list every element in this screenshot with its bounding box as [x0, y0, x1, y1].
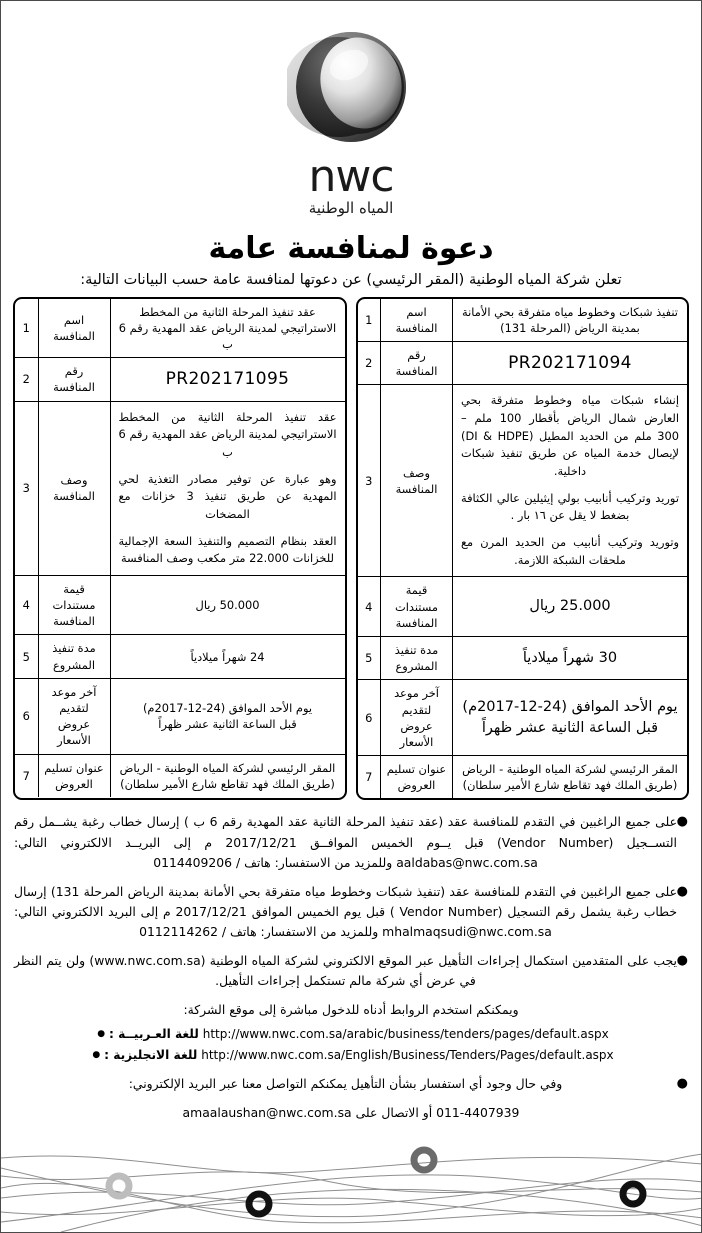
note-item-3 [14, 951, 688, 991]
link-label-arabic: للغة العـربيــة : [109, 1027, 199, 1042]
page-title: دعوة لمنافسة عامة [208, 230, 494, 266]
link-label-english: للغة الانجليزية : [104, 1048, 198, 1063]
footer-decorative-waves [1, 1146, 702, 1232]
table-row [15, 358, 345, 401]
cell-index: 2 [358, 341, 381, 384]
contact-phone: 011-4407939 [436, 1104, 520, 1120]
bullet-icon: ● [676, 883, 688, 899]
cell-index: 4 [15, 575, 38, 635]
contact-line [14, 1103, 688, 1123]
cell-value: تنفيذ شبكات وخطوط مياه متفرقة بحي الأمانة بمدينة الرياض (المرحلة 131) [453, 299, 688, 342]
logo-arabic-name: المياه الوطنية [308, 198, 394, 217]
cell-label: اسم المنافسة [381, 299, 453, 342]
cell-value [110, 401, 345, 575]
logo-wordmark: nwc [308, 151, 394, 202]
nwc-sphere-logo-icon [287, 25, 415, 153]
note-text: وفي حال وجود أي استفسار بشأن التأهيل يمكنكم التواصل معنا عبر البريد الإلكتروني: [128, 1075, 563, 1091]
cell-label: وصف المنافسة [381, 385, 453, 577]
cell-label: مدة تنفيذ المشروع [381, 636, 453, 679]
cell-index: 2 [15, 358, 38, 401]
table-row [358, 680, 688, 756]
address-line-2: (طريق الملك فهد تقاطع شارع الأمير سلطان) [120, 776, 335, 791]
description-paragraph: توريد وتركيب أنابيب بولي إيثيلين عالي الكثافة بضغط لا يقل عن ١٦ بار . [461, 490, 679, 523]
table-row [15, 754, 345, 797]
cell-value [453, 385, 688, 577]
link-url-arabic[interactable]: http://www.nwc.com.sa/arabic/business/tenders/pages/default.aspx [202, 1027, 609, 1042]
description-paragraph: إنشاء شبكات مياه وخطوط متفرقة بحي العارض شمال الرياض بأقطار 100 ملم – 300 ملم من الحديد المطيل (DI & HDPE) لإيصال خدمة المياه عن طريق تنفيذ شبكات داخلية. [461, 393, 679, 479]
bullet-icon: ● [97, 1029, 106, 1040]
note-text: على جميع الراغبين في التقدم للمنافسة عقد (تنفيذ شبكات وخطوط مياه متفرقة بحي الأمانة بمدينة الرياض المرحلة 131) إرسال خطاب رغبة يشمل رقم التسجيل (Vendor Number ) قبل يوم الخميس الموافق 2017/12/21 م إلى البريد الالكتروني التالي: mhalmaqsudi@nwc.com.sa وللمزيد من الاستفسار: هاتف / 0112114262 [14, 883, 677, 939]
cell-value: PR202171095 [110, 358, 345, 401]
table-row [358, 577, 688, 637]
note-text: يجب على المتقدمين استكمال إجراءات التأهيل عبر الموقع الالكتروني لشركة المياه الوطنية (www.nwc.com.sa) ولن يتم النظر في عرض أي شركة مالم تستكمل إجراءات التأهيل. [14, 953, 677, 989]
table-row [15, 678, 345, 754]
deadline-time: قبل الساعة الثانية عشر ظهراً [158, 717, 297, 732]
table-row [15, 575, 345, 635]
cell-index: 5 [15, 635, 38, 678]
cell-index: 5 [358, 636, 381, 679]
cell-label: مدة تنفيذ المشروع [38, 635, 110, 678]
cell-value: PR202171094 [453, 341, 688, 384]
description-paragraph: عقد تنفيذ المرحلة الثانية من المخطط الاستراتيجي لمدينة الرياض عقد المهدية رقم 6 ب [118, 409, 337, 459]
deadline-date: يوم الأحد الموافق (24-12-2017م) [462, 699, 678, 716]
cell-value: 30 شهراً ميلادياً [453, 636, 688, 679]
website-links-block [14, 1024, 688, 1065]
link-url-english[interactable]: http://www.nwc.com.sa/English/Business/Tenders/Pages/default.aspx [201, 1048, 614, 1063]
cell-value [110, 678, 345, 754]
cell-index: 3 [358, 385, 381, 577]
cell-index: 1 [15, 299, 38, 358]
table-row [358, 636, 688, 679]
cell-label: رقم المنافسة [38, 358, 110, 401]
notes-section [1, 800, 701, 1123]
cell-label: اسم المنافسة [38, 299, 110, 358]
cell-index: 6 [15, 678, 38, 754]
bullet-icon: ● [92, 1050, 101, 1061]
tender-table-left [356, 297, 690, 801]
contact-email[interactable]: amaalaushan@nwc.com.sa [182, 1104, 352, 1120]
table-row [358, 341, 688, 384]
cell-index: 1 [358, 299, 381, 342]
bullet-icon: ● [676, 814, 688, 830]
contact-separator: أو الاتصال على [355, 1104, 433, 1120]
cell-label: وصف المنافسة [38, 401, 110, 575]
table-row [358, 756, 688, 799]
cell-label: آخر موعد لتقديم عروض الأسعار [381, 680, 453, 756]
description-paragraph: وهو عبارة عن توفير مصادر التغذية لحي المهدية عن طريق تنفيذ 3 خزانات مع المضخات [118, 471, 337, 521]
tender-tables-row [1, 297, 701, 801]
cell-index: 6 [358, 680, 381, 756]
note-item-4 [14, 1074, 688, 1094]
cell-value [453, 680, 688, 756]
description-paragraph: وتوريد وتركيب أنابيب من الحديد المرن مع ملحقات الشبكة اللازمة. [461, 535, 679, 567]
link-row-arabic [14, 1024, 688, 1045]
description-paragraph: العقد بنظام التصميم والتنفيذ السعة الإجمالية للخزانات 22.000 متر مكعب وصف المنافسة [118, 533, 337, 566]
cell-label: رقم المنافسة [381, 341, 453, 384]
tender-table-right [13, 297, 347, 801]
note-text: على جميع الراغبين في التقدم للمنافسة عقد (عقد تنفيذ المرحلة الثانية عقد المهدية رقم 6 ب ) إرسال خطاب رغبة يشــمل رقم التســجيل (Vendor Number) قبل يــوم الخميس الموافــق 2017/12/21 م إلى البريــد الالكتروني التالي: aaldabas@nwc.com.sa وللمزيد من الاستفسار: هاتف / 0114409206 [14, 814, 677, 870]
cell-label: عنوان تسليم العروض [381, 756, 453, 799]
table-row [358, 299, 688, 342]
address-line-1: المقر الرئيسي لشركة المياه الوطنية - الرياض [119, 760, 336, 775]
cell-label: عنوان تسليم العروض [38, 754, 110, 797]
address-line-1: المقر الرئيسي لشركة المياه الوطنية - الرياض [462, 762, 678, 777]
bullet-icon: ● [676, 953, 688, 969]
cell-value: 50.000 ريال [110, 575, 345, 635]
page-subtitle: تعلن شركة المياه الوطنية (المقر الرئيسي) عن دعوتها لمنافسة عامة حسب البيانات التالية: [80, 271, 622, 288]
cell-label: قيمة مستندات المنافسة [38, 575, 110, 635]
address-line-2: (طريق الملك فهد تقاطع شارع الأمير سلطان) [462, 778, 678, 793]
bullet-icon: ● [676, 1075, 688, 1091]
deadline-date: يوم الأحد الموافق (24-12-2017م) [142, 701, 313, 716]
cell-value [110, 754, 345, 797]
deadline-time: قبل الساعة الثانية عشر ظهراً [481, 719, 659, 736]
cell-index: 7 [358, 756, 381, 799]
note-links-intro: ويمكنكم استخدم الروابط أدناه للدخول مباشرة إلى موقع الشركة: [183, 1002, 519, 1018]
table-row [15, 401, 345, 575]
cell-value: 24 شهراً ميلادياً [110, 635, 345, 678]
cell-value: 25.000 ريال [453, 577, 688, 637]
cell-index: 7 [15, 754, 38, 797]
table-row [15, 299, 345, 358]
cell-label: آخر موعد لتقديم عروض الأسعار [38, 678, 110, 754]
note-item-1 [14, 812, 688, 872]
cell-value: عقد تنفيذ المرحلة الثانية من المخطط الاستراتيجي لمدينة الرياض عقد المهدية رقم 6 ب [110, 299, 345, 358]
logo-block [1, 1, 701, 217]
link-row-english [14, 1045, 688, 1066]
note-item-2 [14, 882, 688, 942]
cell-label: قيمة مستندات المنافسة [381, 577, 453, 637]
table-row [15, 635, 345, 678]
cell-value [453, 756, 688, 799]
cell-index: 4 [358, 577, 381, 637]
cell-index: 3 [15, 401, 38, 575]
table-row [358, 385, 688, 577]
